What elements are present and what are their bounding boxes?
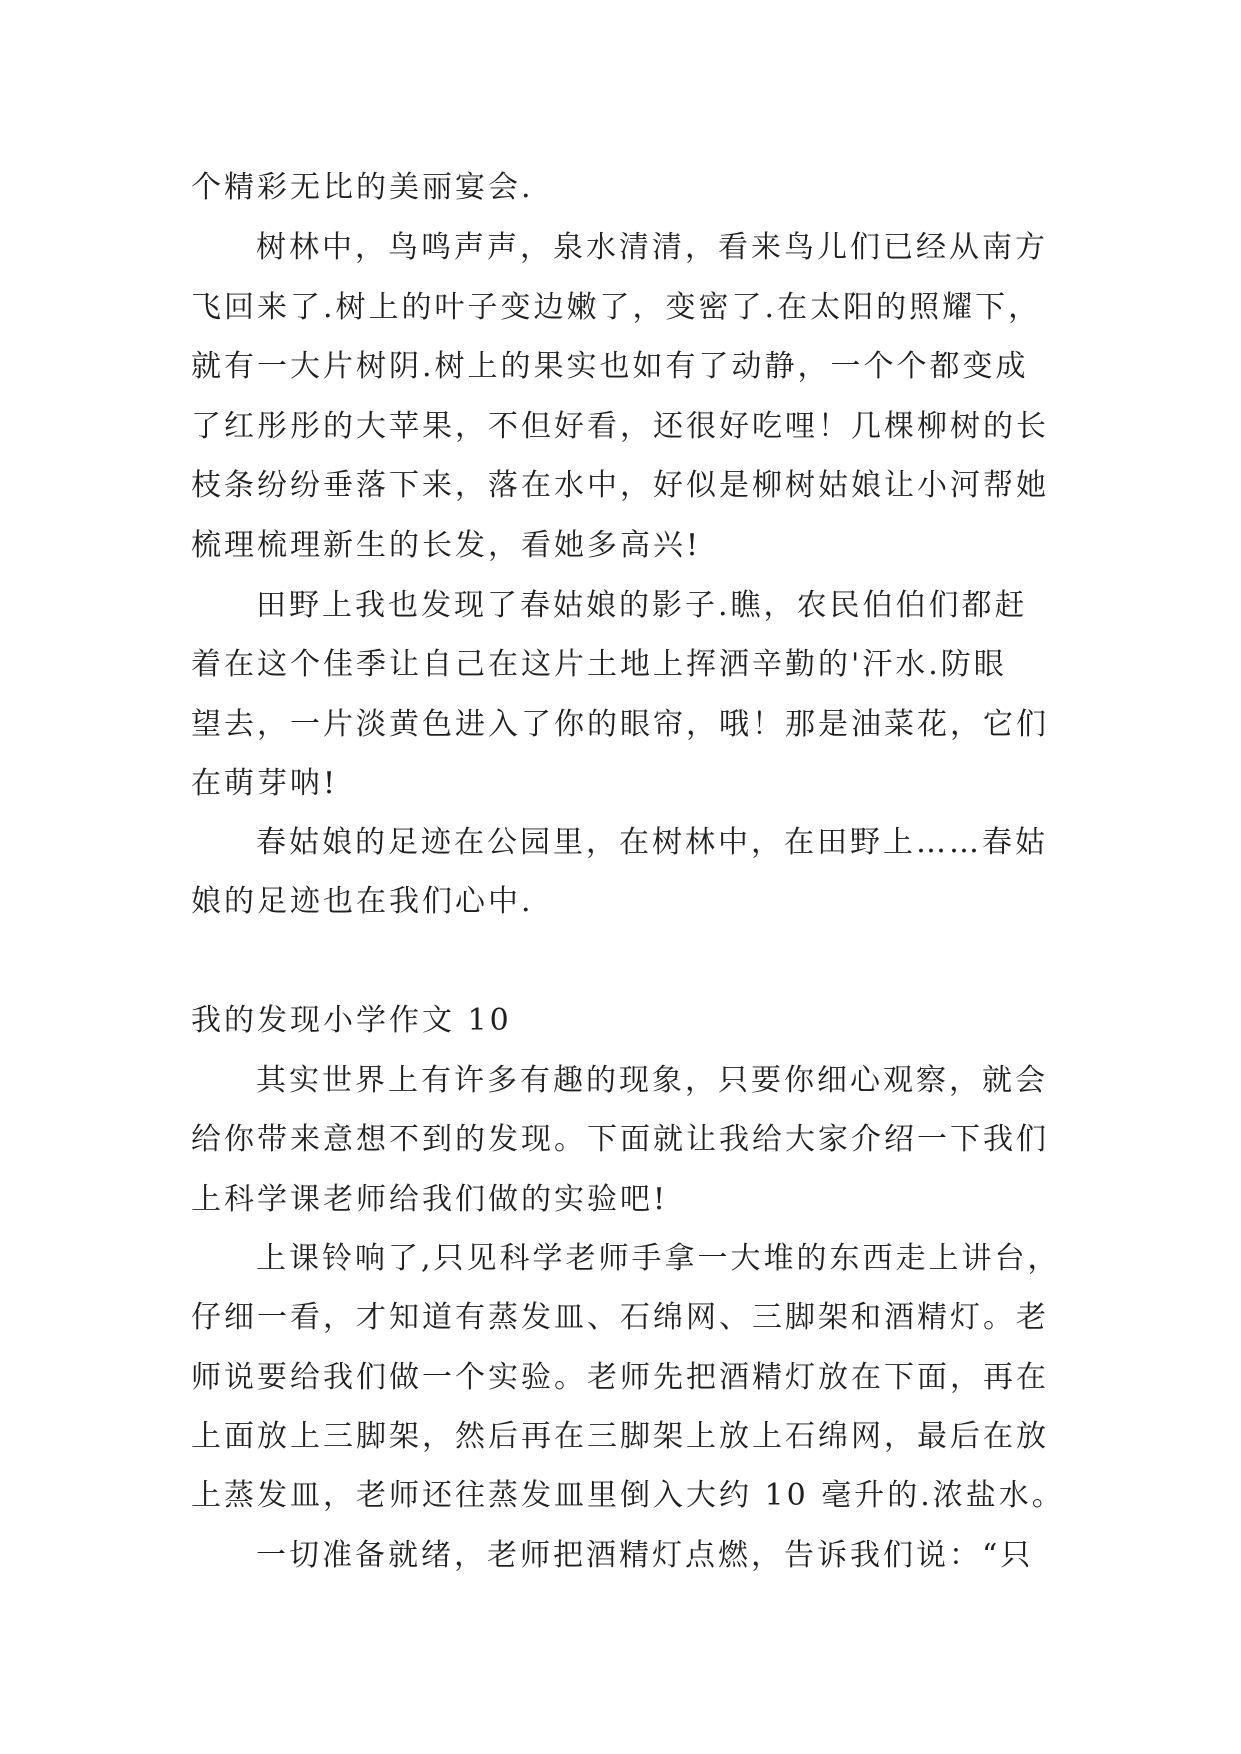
text-line: 田野上我也发现了春姑娘的影子.瞧，农民伯伯们都赶 — [256, 588, 1028, 623]
text-line: 枝条纷纷垂落下来，落在水中，好似是柳树姑娘让小河帮她 — [191, 468, 1049, 503]
section-title: 我的发现小学作文 10 — [191, 1003, 512, 1038]
text-line: 着在这个佳季让自己在这片土地上挥洒辛勤的'汗水.防眼 — [191, 647, 1007, 682]
text-line: 上课铃响了,只见科学老师手拿一大堆的东西走上讲台， — [256, 1241, 1061, 1276]
text-line: 就有一大片树阴.树上的果实也如有了动静，一个个都变成 — [191, 349, 1029, 384]
text-line: 梳理梳理新生的长发，看她多高兴! — [191, 528, 702, 563]
text-line: 了红彤彤的大苹果，不但好看，还很好吃哩！几棵柳树的长 — [191, 409, 1049, 444]
text-line: 给你带来意想不到的发现。下面就让我给大家介绍一下我们 — [191, 1122, 1049, 1157]
text-line: 飞回来了.树上的叶子变边嫩了，变密了.在太阳的照耀下， — [191, 290, 1042, 325]
text-line: 一切准备就绪，老师把酒精灯点燃，告诉我们说：“只 — [256, 1538, 1034, 1573]
text-line: 上蒸发皿，老师还往蒸发皿里倒入大约 10 毫升的.浓盐水。 — [191, 1478, 1065, 1513]
text-line: 其实世界上有许多有趣的现象，只要你细心观察，就会 — [256, 1063, 1048, 1098]
text-line: 师说要给我们做一个实验。老师先把酒精灯放在下面，再在 — [191, 1360, 1049, 1395]
text-line: 上面放上三脚架，然后再在三脚架上放上石绵网，最后在放 — [191, 1419, 1049, 1454]
text-line: 个精彩无比的美丽宴会. — [191, 170, 534, 205]
text-line: 在萌芽呐! — [191, 766, 339, 801]
text-line: 上科学课老师给我们做的实验吧! — [191, 1182, 669, 1217]
text-line: 仔细一看，才知道有蒸发皿、石绵网、三脚架和酒精灯。老 — [191, 1300, 1049, 1335]
text-line: 春姑娘的足迹在公园里，在树林中，在田野上……春姑 — [256, 825, 1048, 860]
text-line: 望去，一片淡黄色进入了你的眼帘，哦！那是油菜花，它们 — [191, 707, 1049, 742]
text-line: 娘的足迹也在我们心中. — [191, 884, 534, 919]
text-line: 树林中，鸟鸣声声，泉水清清，看来鸟儿们已经从南方 — [256, 230, 1048, 265]
